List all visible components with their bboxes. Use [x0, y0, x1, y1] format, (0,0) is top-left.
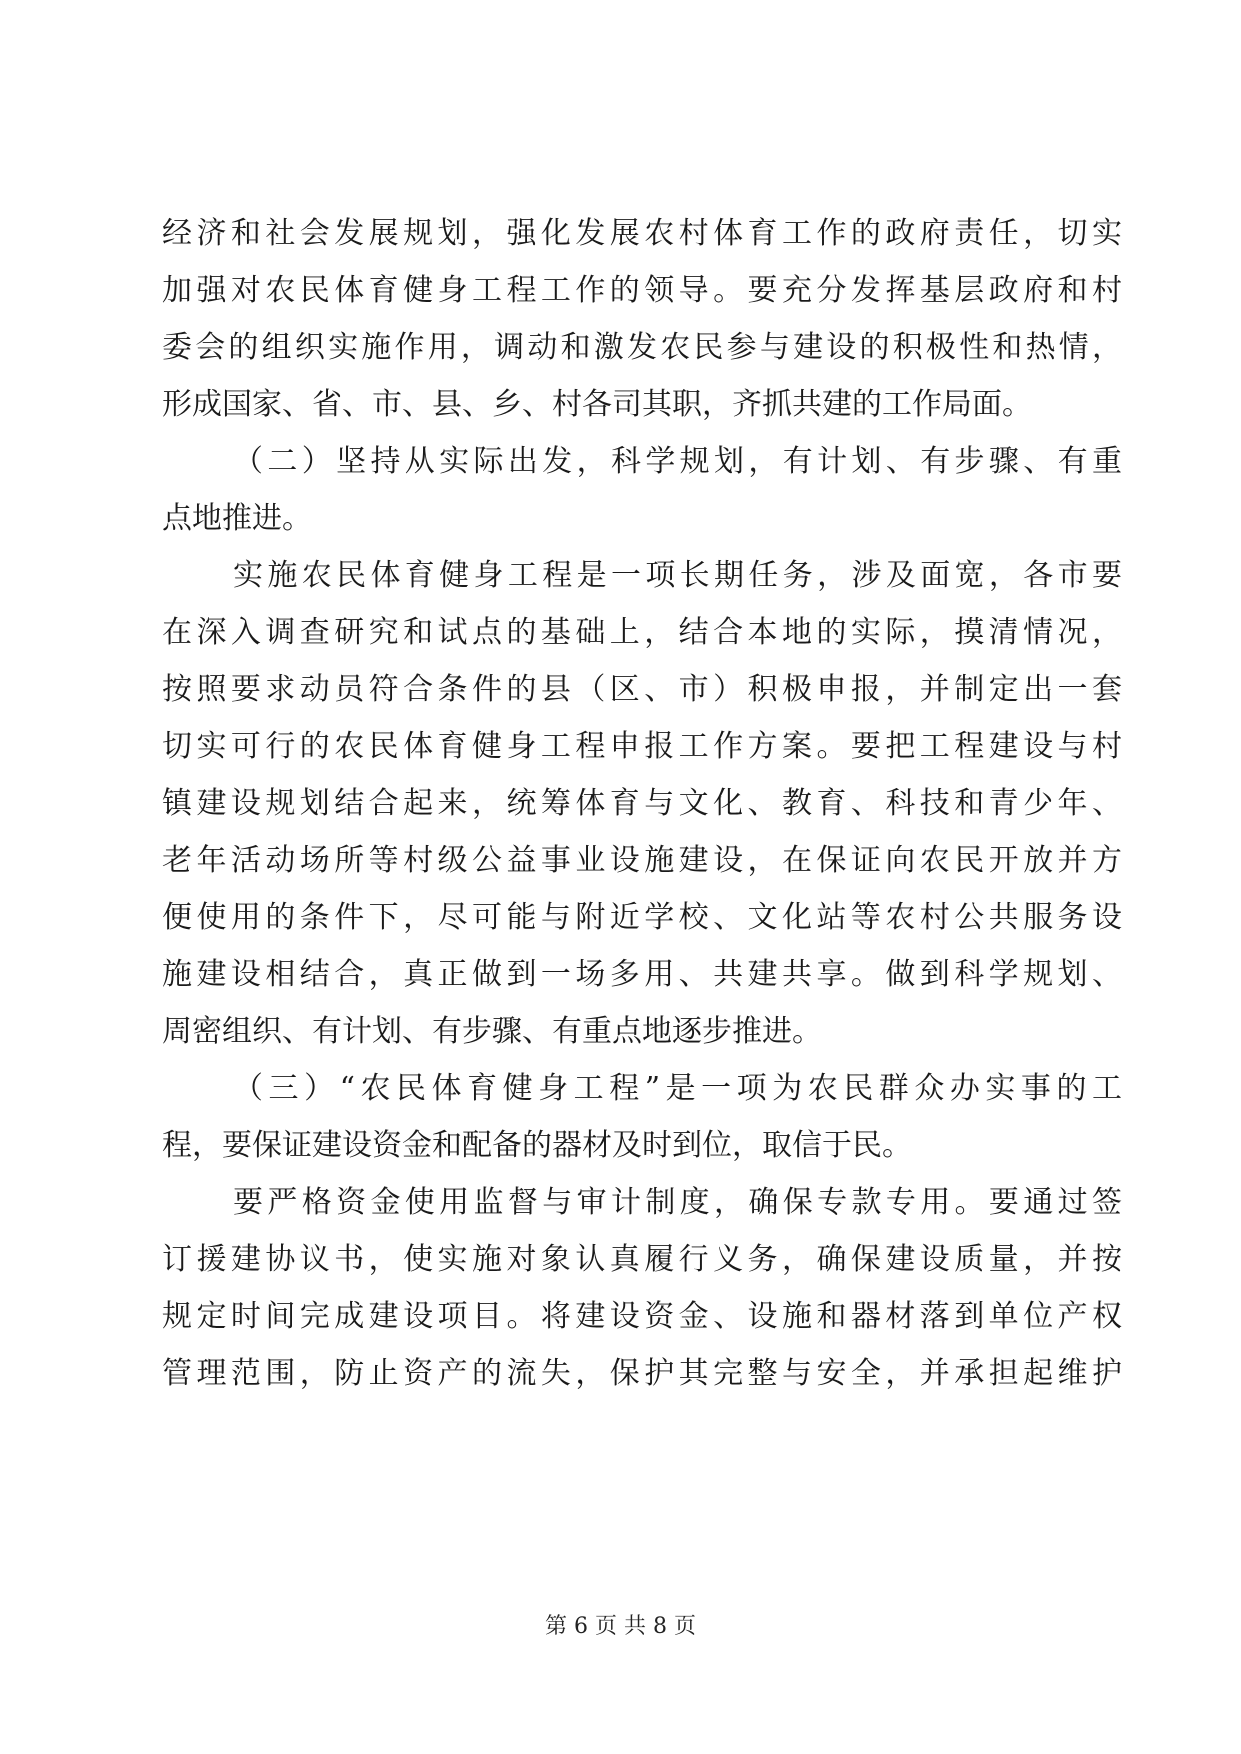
body-text-line: 老年活动场所等村级公益事业设施建设，在保证向农民开放并方: [162, 843, 1122, 878]
body-text-line: 实施农民体育健身工程是一项长期任务，涉及面宽，各市要: [233, 558, 1122, 593]
body-text-line: 订援建协议书，使实施对象认真履行义务，确保建设质量，并按: [162, 1242, 1122, 1277]
body-text-line: 按照要求动员符合条件的县（区、市）积极申报，并制定出一套: [162, 672, 1122, 707]
body-text-line: 镇建设规划结合起来，统筹体育与文化、教育、科技和青少年、: [162, 786, 1122, 821]
body-text-line: 形成国家、省、市、县、乡、村各司其职，齐抓共建的工作局面。: [162, 387, 1032, 422]
body-text-line: 加强对农民体育健身工程工作的领导。要充分发挥基层政府和村: [162, 273, 1122, 308]
body-text-line: 施建设相结合，真正做到一场多用、共建共享。做到科学规划、: [162, 957, 1122, 992]
body-text-line: 便使用的条件下，尽可能与附近学校、文化站等农村公共服务设: [162, 900, 1122, 935]
section-heading-line: 点地推进。: [162, 501, 312, 536]
body-text-line: 要严格资金使用监督与审计制度，确保专款专用。要通过签: [233, 1185, 1122, 1220]
body-text-line: 委会的组织实施作用，调动和激发农民参与建设的积极性和热情，: [162, 330, 1122, 365]
section-heading-line: （二）坚持从实际出发，科学规划，有计划、有步骤、有重: [233, 444, 1122, 479]
body-text-line: 规定时间完成建设项目。将建设资金、设施和器材落到单位产权: [162, 1299, 1122, 1334]
body-text-line: 管理范围，防止资产的流失，保护其完整与安全，并承担起维护: [162, 1356, 1122, 1391]
page-number-footer: 第 6 页 共 8 页: [545, 1614, 696, 1639]
body-text-line: 切实可行的农民体育健身工程申报工作方案。要把工程建设与村: [162, 729, 1122, 764]
section-heading-line: 程，要保证建设资金和配备的器材及时到位，取信于民。: [162, 1128, 912, 1163]
body-text-line: 周密组织、有计划、有步骤、有重点地逐步推进。: [162, 1014, 822, 1049]
body-text-line: 在深入调查研究和试点的基础上，结合本地的实际，摸清情况，: [162, 615, 1122, 650]
section-heading-line: （三）“农民体育健身工程”是一项为农民群众办实事的工: [233, 1071, 1122, 1106]
body-text-line: 经济和社会发展规划，强化发展农村体育工作的政府责任，切实: [162, 216, 1122, 251]
